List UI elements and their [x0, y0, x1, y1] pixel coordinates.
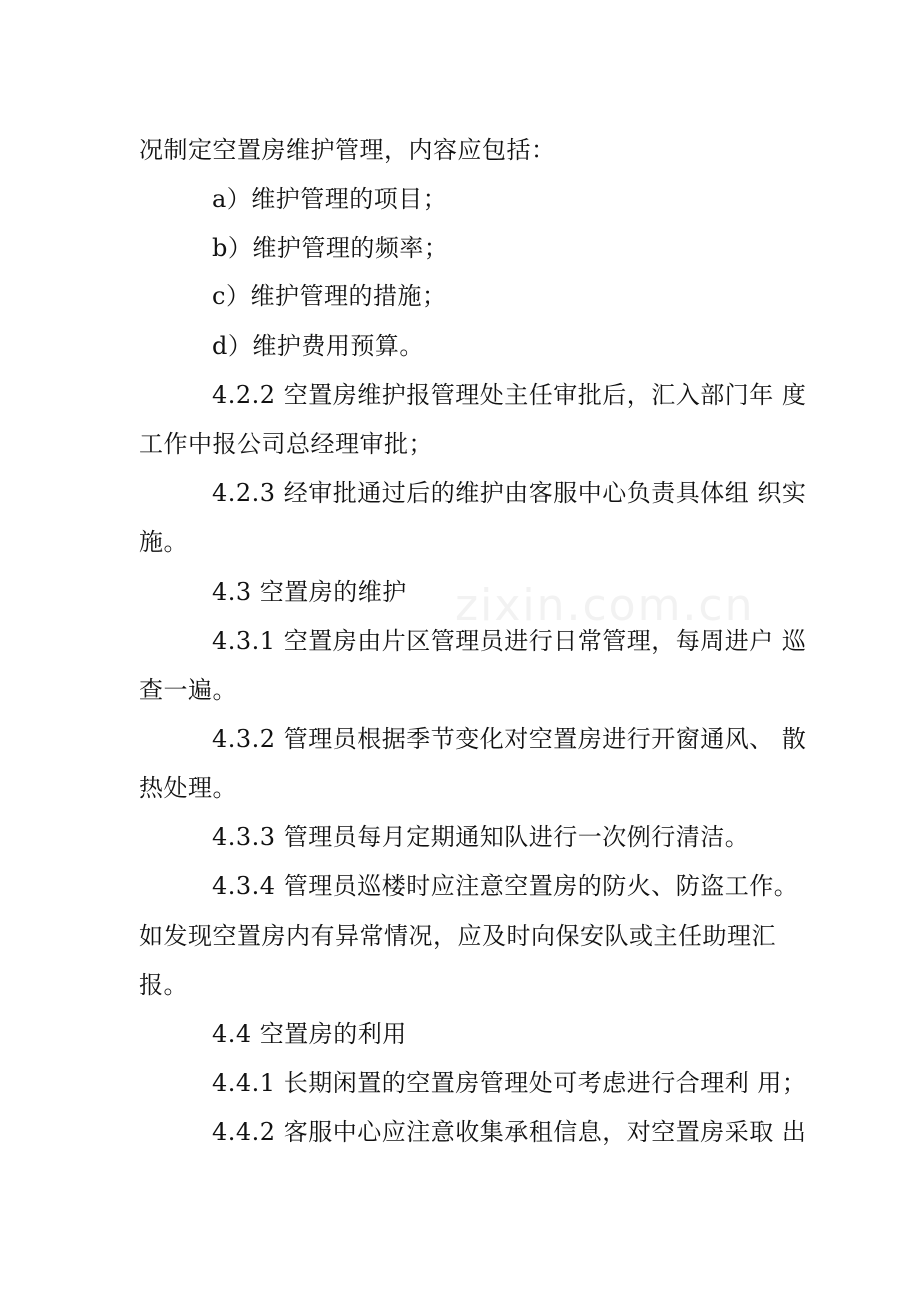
- clause-4-2-2: 4.2.2 空置房维护报管理处主任审批后，汇入部门年 度: [212, 381, 807, 409]
- clause-4-2-3-cont: 施。: [139, 528, 188, 556]
- clause-4-2-3: 4.2.3 经审批通过后的维护由客服中心负责具体组 织实: [212, 479, 807, 507]
- clause-4-2-2-cont: 工作中报公司总经理审批；: [139, 430, 433, 458]
- watermark-text: zixin.com.cn: [455, 580, 755, 631]
- clause-4-3-1: 4.3.1 空置房由片区管理员进行日常管理，每周进户 巡: [212, 627, 807, 655]
- clause-4-3-2: 4.3.2 管理员根据季节变化对空置房进行开窗通风、 散: [212, 725, 807, 753]
- clause-4-4-2: 4.4.2 客服中心应注意收集承租信息，对空置房采取 出: [212, 1118, 807, 1146]
- clause-4-4-1: 4.4.1 长期闲置的空置房管理处可考虑进行合理利 用；: [212, 1069, 807, 1097]
- clause-4-3-2-cont: 热处理。: [139, 774, 237, 802]
- paragraph-line: 况制定空置房维护管理，内容应包括：: [139, 136, 556, 164]
- list-item-a: a）维护管理的项目；: [212, 185, 448, 213]
- clause-4-3-4: 4.3.4 管理员巡楼时应注意空置房的防火、防盗工作。: [212, 872, 799, 900]
- section-heading-4-4: 4.4 空置房的利用: [212, 1020, 407, 1048]
- section-heading-4-3: 4.3 空置房的维护: [212, 578, 407, 606]
- list-item-d: d）维护费用预算。: [212, 332, 424, 360]
- list-item-c: c）维护管理的措施；: [212, 282, 447, 310]
- clause-4-3-1-cont: 查一遍。: [139, 676, 237, 704]
- list-item-b: b）维护管理的频率；: [212, 234, 449, 262]
- clause-4-3-3: 4.3.3 管理员每月定期通知队进行一次例行清洁。: [212, 823, 750, 851]
- clause-4-3-4-end: 报。: [139, 971, 188, 999]
- clause-4-3-4-cont: 如发现空置房内有异常情况，应及时向保安队或主任助理汇: [139, 922, 776, 950]
